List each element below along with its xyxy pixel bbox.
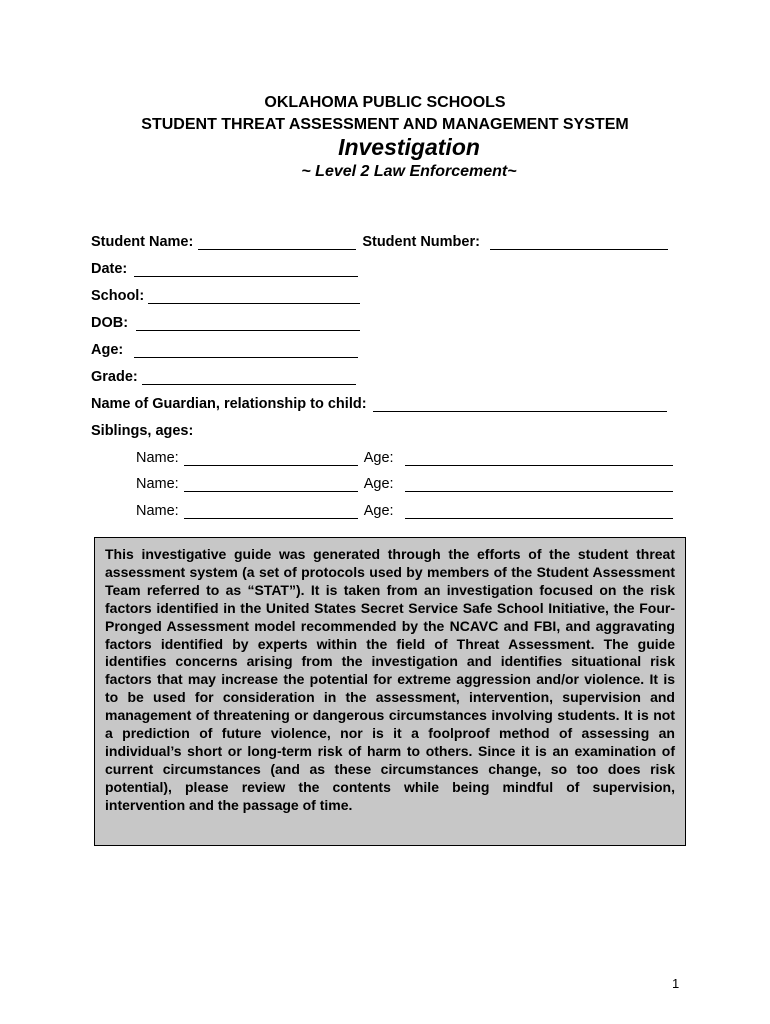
sibling-age-label: Age:: [363, 476, 394, 492]
sibling-row: [136, 499, 673, 519]
student-name-field[interactable]: [198, 235, 356, 250]
sibling-name-label: Name:: [136, 476, 179, 492]
student-number-label: Student Number:: [362, 234, 480, 250]
sibling-age-label: Age:: [363, 503, 394, 519]
sibling-age-field[interactable]: [405, 504, 673, 519]
sibling-row: [136, 472, 673, 492]
siblings-row: [91, 419, 193, 439]
guardian-field[interactable]: [373, 397, 667, 412]
notice-box: [94, 537, 686, 846]
grade-row: [91, 365, 356, 385]
notice-text: This investigative guide was generated through the efforts of the student threat assessment system (a set of protocols used by members of the Student Assessment Team referred to as “STAT”). It is taken from an investigation focused on the risk factors identified in the United States Secret Service Safe School Initiative, the Four-Pronged Assessment model recommended by the NCAVC and FBI, and aggravating factors identified by experts within the field of Threat Assessment. The guide identifies concerns arising from the investigation and identifies situational risk factors that may increase the potential for extreme aggression and/or violence. It is to be used for consideration in the assessment, intervention, supervision and management of threatening or dangerous circumstances involving students. It is not a prediction of future violence, nor is it a foolproof method of assessing an individual’s short or long-term risk of harm to others. Since it is an examination of current circumstances (and as these circumstances change, so too does risk potential), please review the contents while being mindful of supervision, intervention and the passage of time.: [105, 546, 675, 813]
student-number-field[interactable]: [490, 235, 668, 250]
grade-label: Grade:: [91, 369, 138, 385]
header-organization: OKLAHOMA PUBLIC SCHOOLS: [264, 94, 506, 111]
grade-field[interactable]: [142, 370, 356, 385]
school-label: School:: [91, 288, 145, 304]
date-label: Date:: [91, 261, 128, 277]
sibling-name-label: Name:: [136, 503, 179, 519]
date-row: [91, 257, 358, 277]
sibling-age-field[interactable]: [405, 477, 673, 492]
student-name-row: [91, 230, 668, 250]
school-row: [91, 284, 360, 304]
sibling-name-label: Name:: [136, 450, 179, 466]
age-row: [91, 338, 358, 358]
dob-field[interactable]: [136, 316, 360, 331]
age-label: Age:: [91, 342, 124, 358]
sibling-name-field[interactable]: [184, 451, 358, 466]
dob-label: DOB:: [91, 315, 129, 331]
date-field[interactable]: [134, 262, 358, 277]
siblings-label: Siblings, ages:: [91, 423, 194, 439]
sibling-age-label: Age:: [363, 450, 394, 466]
sibling-row: [136, 446, 673, 466]
sibling-age-field[interactable]: [405, 451, 673, 466]
student-name-label: Student Name:: [91, 234, 194, 250]
document-title: Investigation: [338, 134, 480, 160]
age-field[interactable]: [134, 343, 358, 358]
document-subtitle: ~ Level 2 Law Enforcement~: [301, 163, 517, 180]
sibling-name-field[interactable]: [184, 504, 358, 519]
guardian-row: [91, 392, 667, 412]
sibling-name-field[interactable]: [184, 477, 358, 492]
dob-row: [91, 311, 360, 331]
header-system: STUDENT THREAT ASSESSMENT AND MANAGEMENT SYSTEM: [141, 116, 629, 133]
guardian-label: Name of Guardian, relationship to child:: [91, 396, 367, 412]
school-field[interactable]: [148, 289, 360, 304]
page-number: 1: [672, 976, 680, 991]
